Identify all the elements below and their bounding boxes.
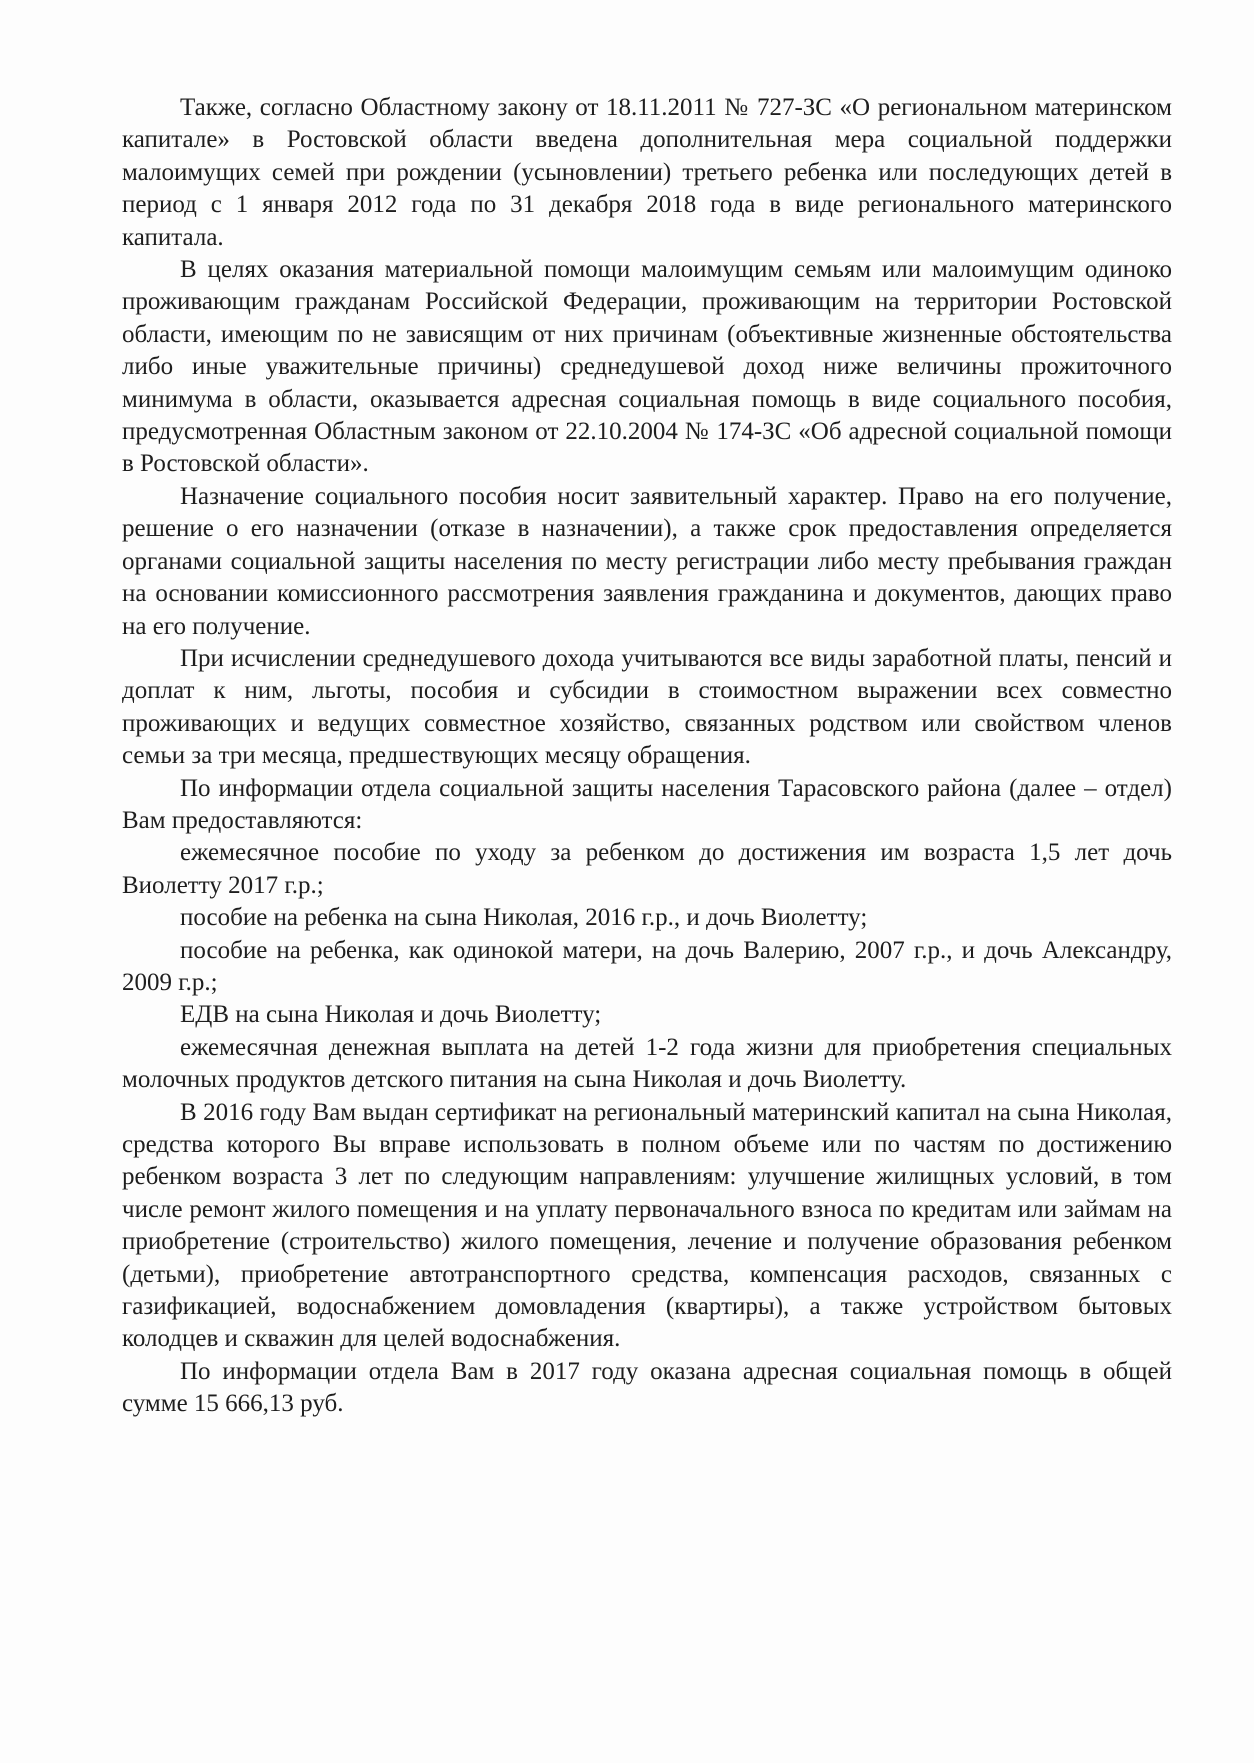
paragraph-benefit-application: Назначение социального пособия носит заявительный характер. Право на его получение, решение о его назначении (отказе в назначении), а также срок предоставления определяется органами социальной защиты населения по месту регистрации либо месту пребывания граждан на основании комиссионного рассмотрения заявления гражданина и документов, дающих право на его получение. [122,482,1172,640]
paragraph-assistance-total: По информации отдела Вам в 2017 году оказана адресная социальная помощь в общей сумме 15 666,13 руб. [122,1357,1172,1418]
list-item-single-mother-benefit: пособие на ребенка, как одинокой матери, на дочь Валерию, 2007 г.р., и дочь Александру, 2009 г.р.; [122,936,1172,996]
paragraph-certificate-usage: В 2016 году Вам выдан сертификат на региональный материнский капитал на сына Николая, средства которого Вы вправе использовать в полном объеме или по частям по достижению ребенком возраста 3 лет по следующим направлениям: улучшение жилищных условий, в том числе ремонт жилого помещения и на уплату первоначального взноса по кредитам или займам на приобретение (строительство) жилого помещения, лечение и получение образования ребенком (детьми), приобретение автотранспортного средства, компенсация расходов, связанных с газификацией, водоснабжением домовладения (квартиры), а также устройством бытовых колодцев и скважин для целей водоснабжения. [122,1098,1172,1353]
paragraph-income-calculation: При исчислении среднедушевого дохода учитываются все виды заработной платы, пенсий и доплат к ним, льготы, пособия и субсидии в стоимостном выражении всех совместно проживающих и ведущих совместное хозяйство, связанных родством или свойством членов семьи за три месяца, предшествующих месяцу обращения. [122,644,1172,770]
list-item-milk-products-payment: ежемесячная денежная выплата на детей 1-2 года жизни для приобретения специальных молочных продуктов детского питания на сына Николая и дочь Виолетту. [122,1033,1172,1094]
paragraph-targeted-social-assistance: В целях оказания материальной помощи малоимущим семьям или малоимущим одиноко проживающим гражданам Российской Федерации, проживающим на территории Ростовской области, имеющим по не зависящим от них причинам (объективные жизненные обстоятельства либо иные уважительные причины) среднедушевой доход ниже величины прожиточного минимума в области, оказывается адресная социальная помощь в виде социального пособия, предусмотренная Областным законом от 22.10.2004 № 174-ЗС «Об адресной социальной помощи в Ростовской области». [122,256,1172,478]
list-item-childcare-allowance: ежемесячное пособие по уходу за ребенком до достижения им возраста 1,5 лет дочь Виолетту 2017 г.р.; [122,839,1172,899]
paragraph-maternity-capital-law: Также, согласно Областному закону от 18.11.2011 № 727-ЗС «О региональном материнском капитале» в Ростовской области введена дополнительная мера социальной поддержки малоимущих семей при рождении (усыновлении) третьего ребенка или последующих детей в период с 1 января 2012 года по 31 декабря 2018 года в виде регионального материнского капитала. [122,94,1172,251]
list-item-edv: ЕДВ на сына Николая и дочь Виолетту; [180,1001,602,1029]
paragraph-department-info: По информации отдела социальной защиты населения Тарасовского района (далее – отдел) Вам предоставляются: [122,774,1172,834]
list-item-child-benefit: пособие на ребенка на сына Николая, 2016 г.р., и дочь Виолетту; [180,904,868,932]
document-body [122,92,1172,1421]
